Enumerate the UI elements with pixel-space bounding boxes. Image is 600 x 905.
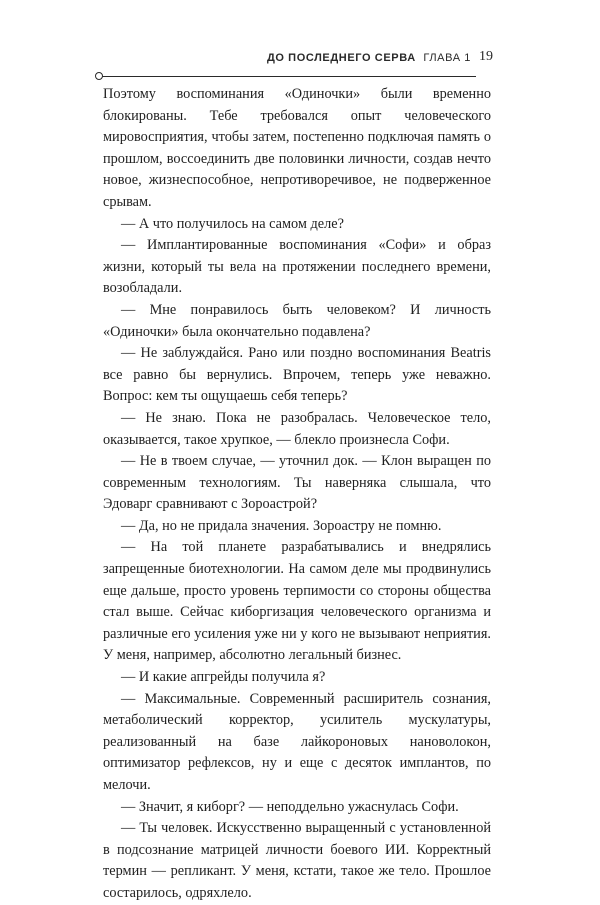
header-rule-dot [95,72,103,80]
paragraph: — Не в твоем случае, — уточнил док. — Клон выращен по современным технологиям. Ты наверняка слышала, что Эдоварг сравнивают с Зороастрой? [103,453,491,513]
paragraph: — Мне понравилось быть человеком? И личность «Одиночки» была окончательно подавлена? [103,301,491,340]
body-text [103,84,491,905]
paragraph: — Ты человек. Искусственно выращенный с установленной в подсознание матрицей личности боевого ИИ. Корректный термин — репликант. У меня, кстати, такое же тело. Прошлое состарилось, одряхлело. [103,820,491,901]
paragraph: — На той планете разрабатывались и внедрялись запрещенные биотехнологии. На самом деле мы продвинулись еще дальше, просто уровень терпимости со стороны общества стал выше. Сейчас киборгизация человеческого организма и различные его усиления уже ни у кого не вызывают неприятия. У меня, например, абсолютно легальный бизнес. [103,539,491,664]
paragraph: — Да, но не придала значения. Зороастру не помню. [121,517,442,534]
book-title: ДО ПОСЛЕДНЕГО СЕРВА [266,52,416,64]
page-header [103,50,493,70]
paragraph: — Не заблуждайся. Рано или поздно воспоминания Beatris все равно бы вернулись. Впрочем, теперь уже неважно. Вопрос: кем ты ощущаешь себя теперь? [103,345,491,405]
running-head [267,52,471,64]
paragraph: — А что получилось на самом деле? [121,215,344,232]
paragraph: — Максимальные. Современный расширитель сознания, метаболический корректор, усилитель мускулатуры, реализованный на базе лайкороновых нановолокон, оптимизатор рефлексов, ну и еще с десяток имплантов, по мелочи. [103,690,491,793]
chapter-label: ГЛАВА 1 [423,52,471,64]
paragraph: Поэтому воспоминания «Одиночки» были временно блокированы. Тебе требовался опыт человеческого мировосприятия, чтобы затем, постепенно подключая память о прошлом, воссоединить две половинки личности, создав нечто новое, жизнеспособное, непротиворечивое, не подверженное срывам. [103,86,491,210]
paragraph: — Не знаю. Пока не разобралась. Человеческое тело, оказывается, такое хрупкое, — блекло произнесла Софи. [103,409,491,448]
page-number: 19 [479,49,493,64]
header-rule [99,76,476,77]
paragraph: — Имплантированные воспоминания «Софи» и образ жизни, который ты вела на протяжении последнего времени, возобладали. [103,237,491,297]
paragraph: — Значит, я киборг? — неподдельно ужаснулась Софи. [121,798,459,815]
paragraph: — И какие апгрейды получила я? [121,669,326,686]
